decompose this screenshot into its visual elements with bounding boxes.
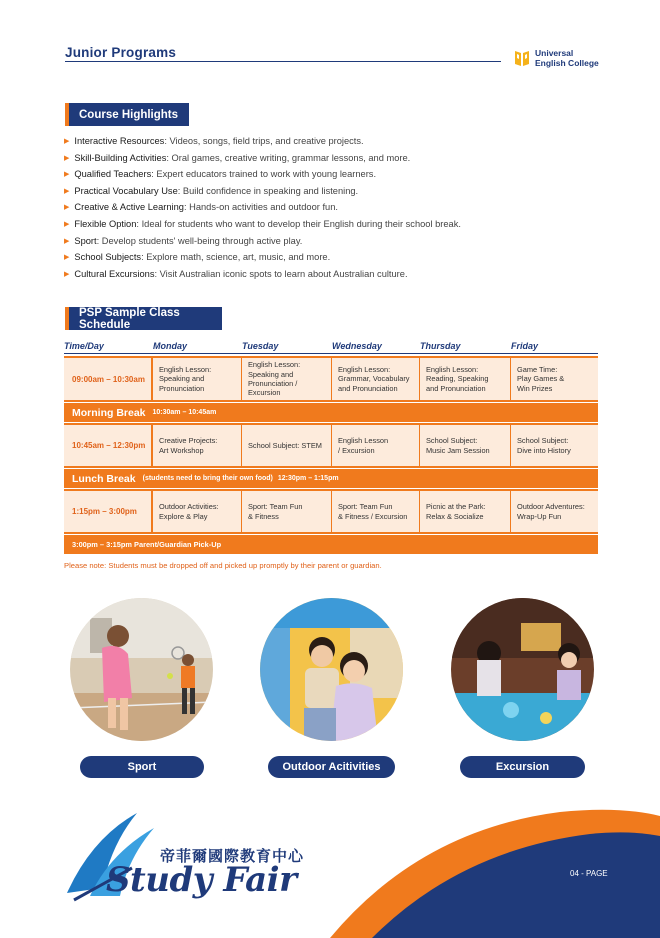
highlight-item <box>64 201 461 218</box>
sport-button[interactable]: Sport <box>80 756 204 778</box>
sport-photo-illustration <box>70 598 213 741</box>
highlight-description: : Build confidence in speaking and listening. <box>177 185 359 196</box>
highlight-item <box>64 235 461 252</box>
schedule-activity-cell <box>511 358 598 400</box>
schedule-activity-cell <box>420 425 510 466</box>
lunch-break-label: Lunch Break <box>72 472 136 485</box>
pickup-text: 3:00pm – 3:15pm Parent/Guardian Pick-Up <box>72 540 222 549</box>
bullet-arrow-icon: ▶ <box>64 187 70 195</box>
highlight-term: Cultural Excursions <box>74 268 155 279</box>
pickup-bar <box>64 535 598 554</box>
schedule-activity-cell <box>153 491 241 532</box>
college-logo <box>514 48 599 68</box>
highlight-item <box>64 218 461 235</box>
brand-chinese-name: 帝菲爾國際教育中心 <box>160 848 305 865</box>
bullet-arrow-icon: ▶ <box>64 254 70 262</box>
schedule-row <box>64 423 598 468</box>
highlight-term: School Subjects <box>74 252 142 263</box>
highlight-description: : Videos, songs, field trips, and creative projects. <box>164 136 364 146</box>
activity-text: School Subject: STEM <box>248 440 322 450</box>
highlight-term: Qualified Teachers <box>74 169 152 180</box>
logo-line1: Universal <box>535 48 574 58</box>
column-header-wednesday: Wednesday <box>332 341 382 351</box>
activity-text: English Lesson: Speaking and Pronunciation <box>159 364 212 393</box>
bullet-arrow-icon: ▶ <box>64 138 70 145</box>
highlight-term: Skill-Building Activities <box>74 152 167 163</box>
highlight-item <box>64 135 461 152</box>
morning-break-bar <box>64 403 598 422</box>
schedule-heading: PSP Sample Class Schedule <box>65 307 222 330</box>
bullet-arrow-icon: ▶ <box>64 270 70 278</box>
bullet-arrow-icon: ▶ <box>64 237 70 245</box>
bullet-arrow-icon: ▶ <box>64 204 70 212</box>
excursion-photo-illustration <box>451 598 594 741</box>
schedule-time-cell: 10:45am – 12:30pm <box>64 425 151 466</box>
schedule-activity-cell <box>332 425 419 466</box>
page-title: Junior Programs <box>65 45 177 60</box>
outdoor-activities-button[interactable]: Outdoor Acitivities <box>268 756 395 778</box>
schedule-time-cell: 1:15pm – 3:00pm <box>64 491 151 532</box>
schedule-activity-cell <box>153 425 241 466</box>
highlight-description: : Explore math, science, art, music, and more. <box>141 252 331 263</box>
schedule-activity-cell <box>332 491 419 532</box>
highlight-item <box>64 251 461 268</box>
highlight-term: Interactive Resources <box>74 136 165 146</box>
highlight-term: Sport <box>74 235 97 246</box>
morning-break-label: Morning Break <box>72 406 146 419</box>
schedule-activity-cell <box>153 358 241 400</box>
lunch-break-bar <box>64 469 598 488</box>
lunch-break-time: 12:30pm – 1:15pm <box>277 475 339 482</box>
schedule-activity-cell <box>420 491 510 532</box>
highlight-description: : Expert educators trained to work with young learners. <box>151 169 377 180</box>
schedule-activity-cell <box>511 425 598 466</box>
column-header-tuesday: Tuesday <box>242 341 279 351</box>
header-divider <box>65 61 501 62</box>
brand-english-name: Study Fair <box>106 860 297 900</box>
column-header-friday: Friday <box>511 341 539 351</box>
sport-photo <box>70 598 213 741</box>
dropoff-note: Please note: Students must be dropped off and picked up promptly by their parent or guardian. <box>64 561 382 570</box>
schedule-column-headers <box>64 341 600 353</box>
highlight-item <box>64 168 461 185</box>
bullet-arrow-icon: ▶ <box>64 220 70 228</box>
outdoor-photo-illustration <box>260 598 403 741</box>
highlight-item <box>64 152 461 169</box>
activity-text: English Lesson: Speaking and Pronunciation / Excursion <box>248 360 301 398</box>
schedule-activity-cell <box>242 358 331 400</box>
activity-text: School Subject: Dive into History <box>517 436 571 455</box>
excursion-button[interactable]: Excursion <box>460 756 585 778</box>
schedule-header-rule <box>64 353 598 354</box>
schedule-activity-cell <box>242 425 331 466</box>
highlight-term: Creative & Active Learning <box>74 202 184 213</box>
lunch-break-detail: (students need to bring their own food) <box>142 475 273 482</box>
page-number: 04 - PAGE <box>570 869 608 878</box>
schedule-activity-cell <box>332 358 419 400</box>
activity-text: Picnic at the Park: Relax & Socialize <box>426 502 486 521</box>
activity-text: English Lesson: Reading, Speaking and Pronunciation <box>426 364 489 393</box>
course-highlights-heading: Course Highlights <box>65 103 189 126</box>
column-header-monday: Monday <box>153 341 188 351</box>
schedule-activity-cell <box>242 491 331 532</box>
column-header-timeday: Time/Day <box>64 341 104 351</box>
activity-text: School Subject: Music Jam Session <box>426 436 490 455</box>
schedule-row <box>64 356 598 402</box>
highlight-description: : Develop students' well-being through active play. <box>96 235 303 246</box>
schedule-row <box>64 489 598 534</box>
activity-text: Outdoor Adventures: Wrap-Up Fun <box>517 502 585 521</box>
highlight-description: : Ideal for students who want to develop their English during their school break. <box>136 218 461 229</box>
morning-break-time: 10:30am – 10:45am <box>152 409 217 416</box>
highlight-item <box>64 185 461 202</box>
highlight-term: Flexible Option <box>74 218 137 229</box>
logo-line2: English College <box>535 58 599 68</box>
activity-text: English Lesson / Excursion <box>338 436 389 455</box>
activity-text: English Lesson: Grammar, Vocabulary and Pronunciation <box>338 364 410 393</box>
outdoor-photo <box>260 598 403 741</box>
schedule-activity-cell <box>420 358 510 400</box>
highlights-list <box>64 135 461 284</box>
highlight-description: : Visit Australian iconic spots to learn about Australian culture. <box>154 268 408 279</box>
activity-text: Sport: Team Fun & Fitness <box>248 502 303 521</box>
highlight-description: : Hands-on activities and outdoor fun. <box>183 202 338 213</box>
book-logo-icon <box>514 49 530 67</box>
bullet-arrow-icon: ▶ <box>64 171 70 179</box>
activity-text: Creative Projects: Art Workshop <box>159 436 218 455</box>
schedule-activity-cell <box>511 491 598 532</box>
bullet-arrow-icon: ▶ <box>64 154 70 162</box>
activity-text: Outdoor Activities: Explore & Play <box>159 502 219 521</box>
activity-text: Sport: Team Fun & Fitness / Excursion <box>338 502 408 521</box>
activity-text: Game Time: Play Games & Win Prizes <box>517 364 565 393</box>
highlight-item <box>64 268 461 285</box>
schedule-time-cell: 09:00am – 10:30am <box>64 358 151 400</box>
column-header-thursday: Thursday <box>420 341 461 351</box>
excursion-photo <box>451 598 594 741</box>
highlight-description: : Oral games, creative writing, grammar lessons, and more. <box>166 152 411 163</box>
highlight-term: Practical Vocabulary Use <box>74 185 178 196</box>
